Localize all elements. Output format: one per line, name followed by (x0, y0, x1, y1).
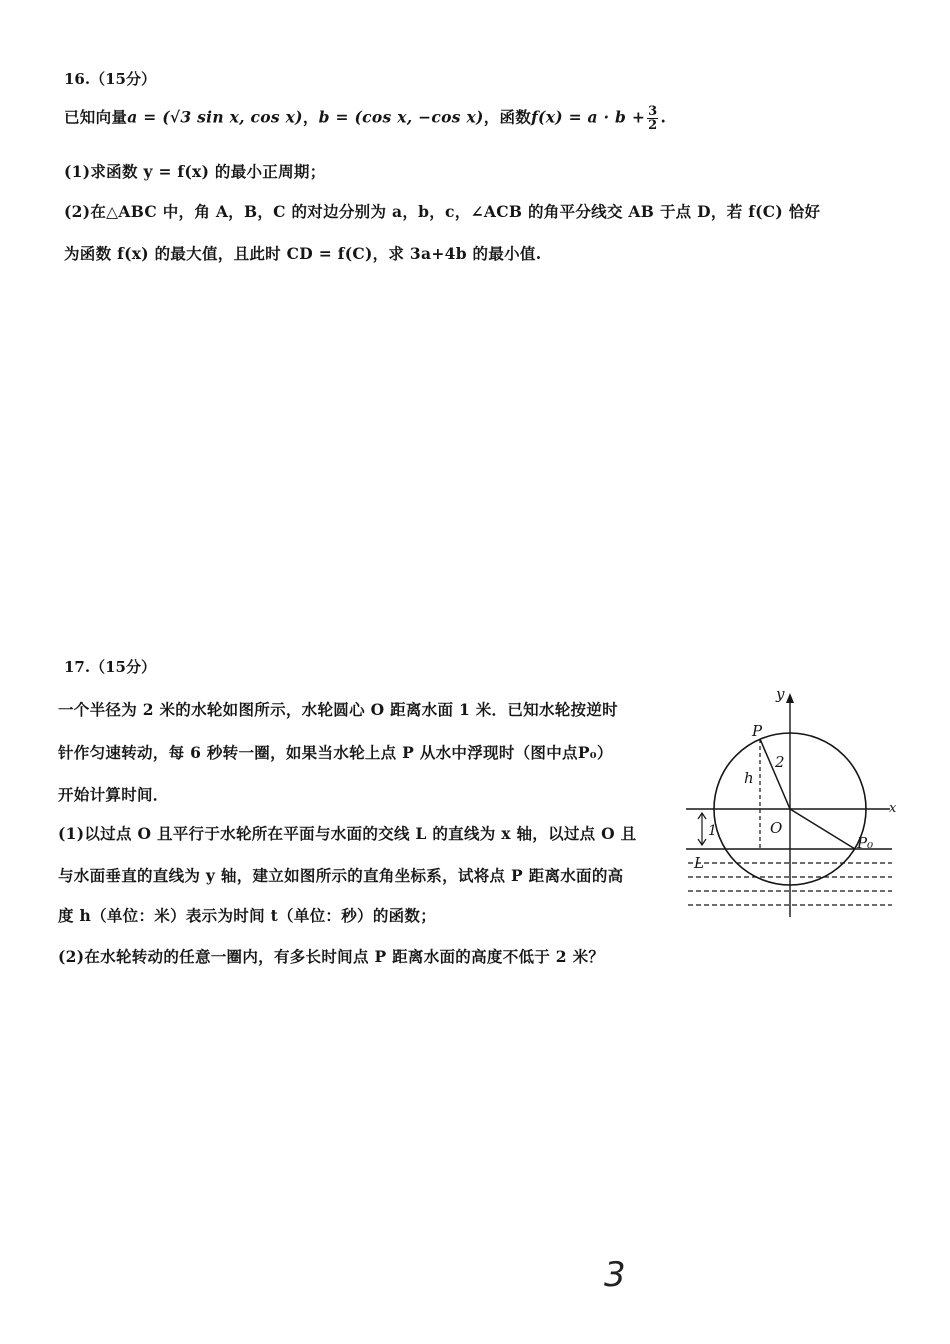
label-l: L (694, 854, 704, 872)
q16-function: f(x) = a · b + (531, 107, 646, 127)
q16-header: 16.（15分） (64, 70, 156, 88)
y-axis-arrow (786, 693, 794, 703)
q16-part2-line1: (2)在△ABC 中，角 A，B，C 的对边分别为 a，b，c，∠ACB 的角平分线交 AB 于点 D，若 f(C) 恰好 (64, 202, 821, 221)
label-o: O (770, 819, 783, 837)
q16-sep1: ， (302, 107, 319, 127)
q16-part1: (1)求函数 y = f(x) 的最小正周期； (64, 162, 326, 181)
q16-vector-a: a = (√3 sin x, cos x) (127, 107, 303, 127)
q16-fraction (647, 105, 658, 132)
q16-prefix: 已知向量 (64, 107, 128, 127)
q17-line7: (2)在水轮转动的任意一圈内，有多长时间点 P 距离水面的高度不低于 2 米？ (58, 947, 605, 966)
q17-header: 17.（15分） (64, 658, 156, 676)
label-p: P (752, 722, 763, 740)
water-wheel-figure (680, 685, 900, 920)
label-y: y (776, 685, 785, 703)
q17-line4: (1)以过点 O 且平行于水轮所在平面与水面的交线 L 的直线为 x 轴，以过点 O 且 (58, 824, 637, 843)
q17-line3: 开始计算时间． (58, 785, 169, 804)
radius-op0 (790, 809, 855, 849)
q17-line5: 与水面垂直的直线为 y 轴，建立如图所示的直角坐标系，试将点 P 距离水面的高 (58, 866, 624, 885)
q16-vector-b: b = (cos x, −cos x) (318, 107, 484, 127)
q16-fraction-den: 2 (648, 118, 658, 133)
label-p0: P₀ (857, 834, 874, 852)
label-radius: 2 (775, 753, 785, 771)
q16-end: . (660, 107, 667, 127)
page-number: 3 (604, 1255, 626, 1295)
q17-line1: 一个半径为 2 米的水轮如图所示，水轮圆心 O 距离水面 1 米．已知水轮按逆时 (58, 700, 618, 719)
label-h: h (744, 769, 754, 787)
q17-line6: 度 h（单位：米）表示为时间 t（单位：秒）的函数； (58, 906, 437, 925)
radius-op (760, 739, 790, 809)
label-x: x (889, 801, 897, 816)
q16-part2-line2: 为函数 f(x) 的最大值，且此时 CD = f(C)，求 3a+4b 的最小值. (64, 244, 542, 263)
q17-line2: 针作匀速转动，每 6 秒转一圈，如果当水轮上点 P 从水中浮现时（图中点P₀） (58, 743, 613, 762)
label-gap: 1 (708, 823, 717, 839)
q16-sep2: ，函数 (483, 107, 532, 127)
q16-fraction-num: 3 (648, 104, 658, 119)
q16-statement (64, 105, 666, 132)
